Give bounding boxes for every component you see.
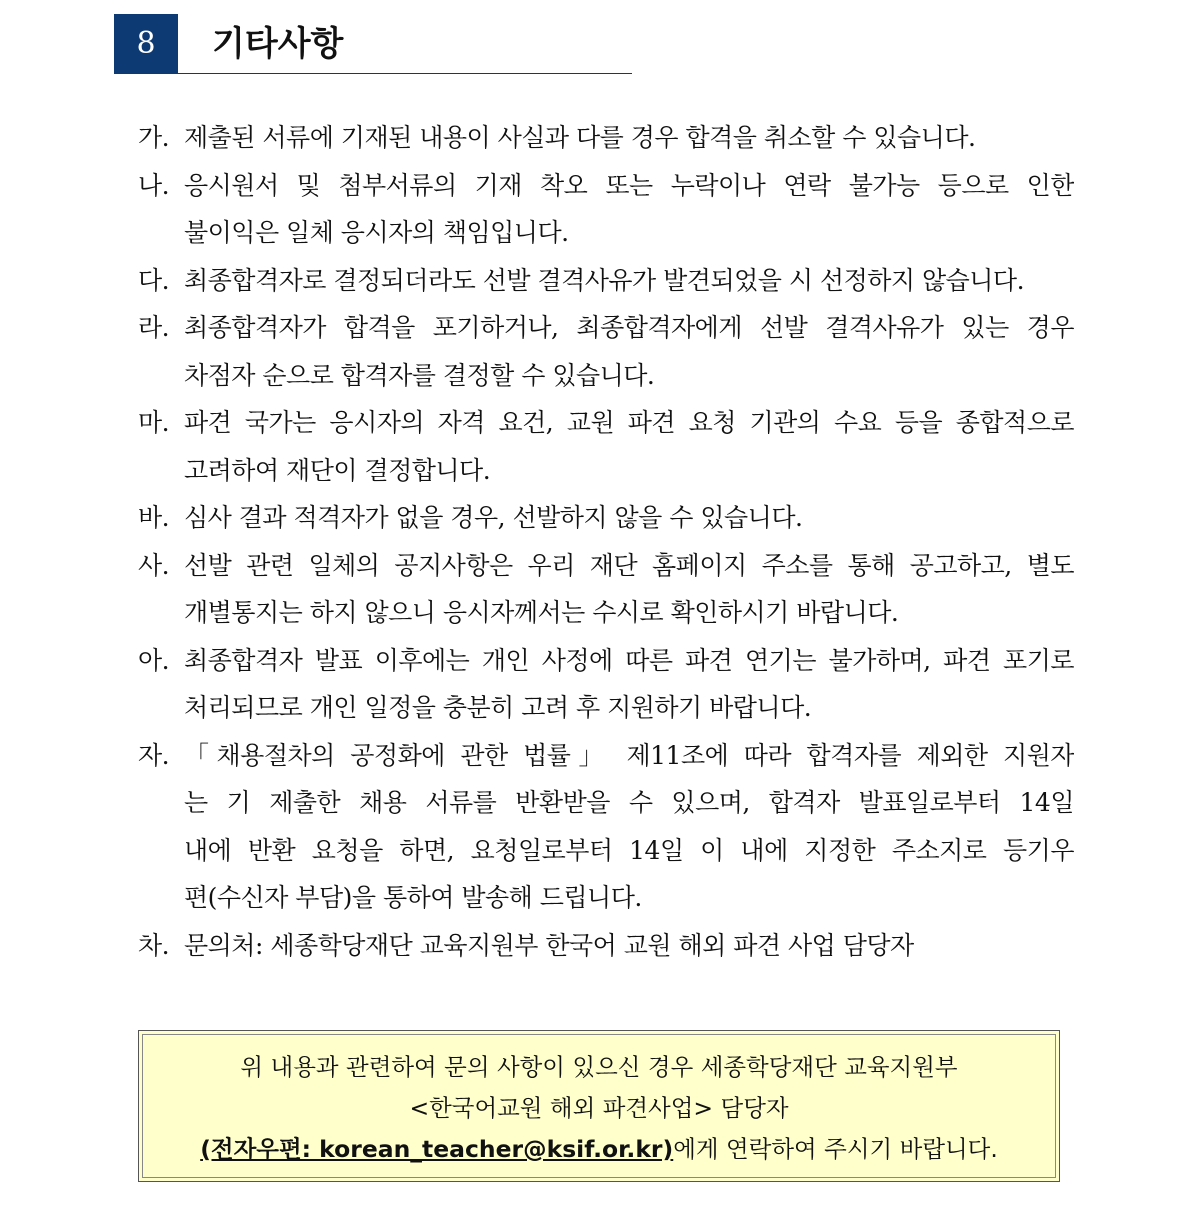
notice-item bbox=[138, 257, 1074, 305]
notice-line: 최종합격자가 합격을 포기하거나, 최종합격자에게 선발 결격사유가 있는 경우 bbox=[184, 313, 1074, 342]
contact-line-3 bbox=[139, 1129, 1059, 1170]
notice-marker: 가. bbox=[138, 123, 170, 152]
contact-line-1: 위 내용과 관련하여 문의 사항이 있으신 경우 세종학당재단 교육지원부 bbox=[240, 1053, 958, 1081]
notice-list bbox=[138, 114, 1074, 969]
notice-line: 차점자 순으로 합격자를 결정할 수 있습니다. bbox=[184, 360, 655, 390]
notice-line: 제출된 서류에 기재된 내용이 사실과 다를 경우 합격을 취소할 수 있습니다. bbox=[184, 123, 976, 152]
notice-item bbox=[138, 732, 1074, 922]
notice-marker: 자. bbox=[138, 740, 170, 770]
notice-item bbox=[138, 922, 1074, 970]
notice-marker: 차. bbox=[138, 930, 170, 960]
notice-item bbox=[138, 304, 1074, 399]
contact-box bbox=[138, 1030, 1060, 1182]
notice-line: 고려하여 재단이 결정합니다. bbox=[184, 455, 491, 485]
notice-line: 처리되므로 개인 일정을 충분히 고려 후 지원하기 바랍니다. bbox=[184, 693, 812, 722]
notice-marker: 아. bbox=[138, 645, 170, 675]
notice-marker: 사. bbox=[138, 550, 170, 580]
section-number: 8 bbox=[114, 14, 178, 74]
notice-line: 파견 국가는 응시자의 자격 요건, 교원 파견 요청 기관의 수요 등을 종합적으로 bbox=[184, 408, 1074, 437]
notice-marker: 마. bbox=[138, 408, 170, 437]
notice-item bbox=[138, 114, 1074, 162]
notice-item bbox=[138, 494, 1074, 542]
notice-line: 개별통지는 하지 않으니 응시자께서는 수시로 확인하시기 바랍니다. bbox=[184, 598, 899, 627]
notice-line: 최종합격자 발표 이후에는 개인 사정에 따른 파견 연기는 불가하며, 파견 포기로 bbox=[184, 645, 1074, 675]
notice-line: 내에 반환 요청을 하면, 요청일로부터 14일 이 내에 지정한 주소지로 등기우 bbox=[184, 835, 1074, 865]
notice-line: 응시원서 및 첨부서류의 기재 착오 또는 누락이나 연락 불가능 등으로 인한 bbox=[184, 170, 1074, 200]
notice-line: 「채용절차의 공정화에 관한 법률」 제11조에 따라 합격자를 제외한 지원자 bbox=[184, 740, 1074, 770]
notice-item bbox=[138, 637, 1074, 732]
notice-line: 편(수신자 부담)을 통하여 발송해 드립니다. bbox=[184, 883, 642, 912]
contact-email[interactable]: (전자우편: korean_teacher@ksif.or.kr) bbox=[200, 1135, 674, 1163]
contact-line-3-suffix: 에게 연락하여 주시기 바랍니다. bbox=[673, 1135, 998, 1163]
notice-line: 문의처: 세종학당재단 교육지원부 한국어 교원 해외 파견 사업 담당자 bbox=[184, 930, 914, 960]
notice-line: 선발 관련 일체의 공지사항은 우리 재단 홈페이지 주소를 통해 공고하고, 별도 bbox=[184, 550, 1074, 580]
notice-line: 최종합격자로 결정되더라도 선발 결격사유가 발견되었을 시 선정하지 않습니다. bbox=[184, 265, 1025, 295]
notice-marker: 바. bbox=[138, 503, 170, 532]
notice-marker: 라. bbox=[138, 313, 170, 342]
contact-line-2: <한국어교원 해외 파견사업> 담당자 bbox=[409, 1094, 789, 1122]
notice-line: 심사 결과 적격자가 없을 경우, 선발하지 않을 수 있습니다. bbox=[184, 503, 803, 532]
notice-marker: 나. bbox=[138, 170, 170, 200]
notice-line: 는 기 제출한 채용 서류를 반환받을 수 있으며, 합격자 발표일로부터 14일 bbox=[184, 788, 1074, 817]
notice-marker: 다. bbox=[138, 265, 170, 295]
notice-line: 불이익은 일체 응시자의 책임입니다. bbox=[184, 218, 569, 247]
notice-item bbox=[138, 162, 1074, 257]
section-divider bbox=[178, 73, 632, 74]
notice-item bbox=[138, 542, 1074, 637]
section-header bbox=[114, 14, 632, 74]
notice-item bbox=[138, 399, 1074, 494]
section-title: 기타사항 bbox=[212, 24, 344, 64]
